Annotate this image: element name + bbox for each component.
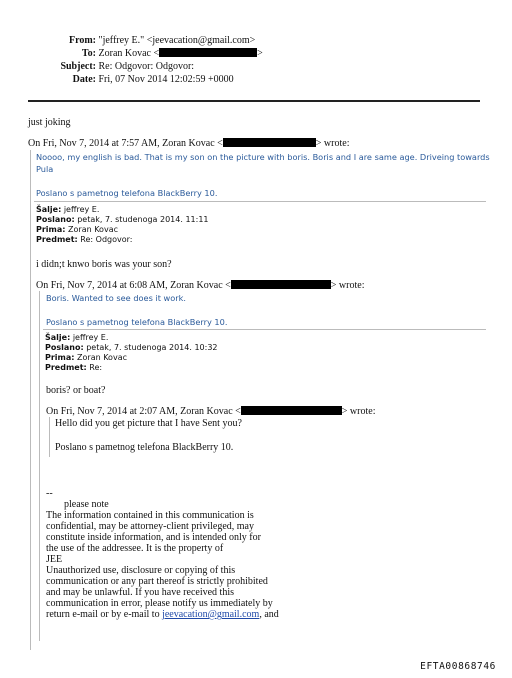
- header-from-row: [20, 34, 255, 47]
- reply3-text: boris? or boat?: [46, 385, 106, 396]
- redaction-box: [159, 48, 257, 57]
- disclaimer-line-8: and may be unlawful. If you have received this: [46, 587, 234, 598]
- meta1-from-value: jeffrey E.: [63, 205, 100, 214]
- reply3-quote-intro-text: On Fri, Nov 7, 2014 at 2:07 AM, Zoran Kovac <: [46, 406, 241, 417]
- reply1-quoted-line1: Noooo, my english is bad. That is my son on the picture with boris. Boris and I are same age. Driveing towards: [36, 152, 490, 162]
- reply2-quote-intro: [36, 279, 364, 292]
- header-date-row: [20, 73, 234, 86]
- header-to-label: To:: [81, 48, 96, 59]
- meta1-subject-row: [36, 235, 132, 245]
- header-divider: [28, 100, 480, 102]
- reply1-quote-intro-text: On Fri, Nov 7, 2014 at 7:57 AM, Zoran Kovac <: [28, 138, 223, 149]
- signature-dashes: --: [46, 488, 53, 499]
- meta2-sent-value: petak, 7. studenoga 2014. 10:32: [86, 343, 218, 352]
- meta1-to-label: Prima:: [36, 225, 66, 234]
- disclaimer-line-4: the use of the addressee. It is the property of: [46, 543, 224, 554]
- meta1-from-row: [36, 205, 99, 215]
- header-from-value: "jeffrey E." <jeevacation@gmail.com>: [98, 35, 256, 46]
- reply2-quoted-line1: Boris. Wanted to see does it work.: [46, 293, 186, 303]
- document-id: EFTA00868746: [420, 661, 496, 672]
- meta2-to-row: [45, 353, 127, 363]
- disclaimer-line-7: communication or any part thereof is strictly prohibited: [46, 576, 268, 587]
- quote-bar-level2: [39, 291, 40, 641]
- header-from-label: From:: [68, 35, 96, 46]
- reply1-quote-intro-end: > wrote:: [315, 138, 350, 149]
- meta2-from-value: jeffrey E.: [72, 333, 109, 342]
- reply2-quote-intro-end: > wrote:: [330, 280, 365, 291]
- disclaimer-line-6: Unauthorized use, disclosure or copying of this: [46, 565, 236, 576]
- reply1-signature: Poslano s pametnog telefona BlackBerry 10.: [36, 188, 218, 198]
- meta1-subject-label: Predmet:: [36, 235, 78, 244]
- redaction-box: [241, 406, 342, 415]
- meta2-to-label: Prima:: [45, 353, 75, 362]
- reply2-signature: Poslano s pametnog telefona BlackBerry 10.: [46, 317, 228, 327]
- meta1-to-row: [36, 225, 118, 235]
- meta1-sent-row: [36, 215, 209, 225]
- disclaimer-last-prefix: return e-mail or by e-mail to: [46, 609, 163, 620]
- disclaimer-line-0: please note: [64, 499, 109, 510]
- quote-bar-level1: [30, 150, 31, 650]
- header-subject-value: Re: Odgovor: Odgovor:: [98, 61, 195, 72]
- header-date-value: Fri, 07 Nov 2014 12:02:59 +0000: [98, 74, 234, 85]
- disclaimer-line-9: communication in error, please notify us immediately by: [46, 598, 273, 609]
- meta2-from-row: [45, 333, 108, 343]
- quote-bar-level3: [49, 417, 50, 457]
- meta2-subject-label: Predmet:: [45, 363, 87, 372]
- disclaimer-line-3: constitute inside information, and is intended only for: [46, 532, 261, 543]
- header-subject-row: [20, 60, 194, 73]
- meta2-from-label: Šalje:: [45, 333, 71, 342]
- meta2-subject-value: Re:: [89, 363, 103, 372]
- meta2-sent-label: Poslano:: [45, 343, 84, 352]
- header-date-label: Date:: [72, 74, 96, 85]
- reply1-quoted-line2: Pula: [36, 164, 54, 174]
- redaction-box: [223, 138, 316, 147]
- disclaimer-line-1: The information contained in this communication is: [46, 510, 254, 521]
- reply3-quoted-line2: Poslano s pametnog telefona BlackBerry 10.: [55, 442, 234, 453]
- reply3-quoted-line1: Hello did you get picture that I have Sent you?: [55, 418, 242, 429]
- reply1-text: just joking: [28, 117, 71, 128]
- disclaimer-line-2: confidential, may be attorney-client privileged, may: [46, 521, 254, 532]
- meta1-sent-label: Poslano:: [36, 215, 75, 224]
- reply2-quote-intro-text: On Fri, Nov 7, 2014 at 6:08 AM, Zoran Kovac <: [36, 280, 231, 291]
- reply1-quote-intro: [28, 137, 349, 150]
- meta1-divider: [34, 201, 486, 202]
- header-to-value: Zoran Kovac <: [98, 48, 160, 59]
- header-to-close: >: [257, 48, 263, 59]
- meta1-subject-value: Re: Odgovor:: [80, 235, 133, 244]
- meta2-divider: [43, 329, 486, 330]
- disclaimer-last-suffix: , and: [259, 609, 279, 620]
- disclaimer-last-line: [46, 608, 279, 621]
- reply2-text: i didn;t knwo boris was your son?: [36, 259, 172, 270]
- header-to-row: [20, 47, 263, 60]
- redaction-box: [231, 280, 331, 289]
- header-subject-label: Subject:: [60, 61, 96, 72]
- meta2-sent-row: [45, 343, 218, 353]
- meta2-to-value: Zoran Kovac: [77, 353, 127, 362]
- meta2-subject-row: [45, 363, 102, 373]
- email-link[interactable]: jeevacation@gmail.com: [162, 609, 260, 620]
- meta1-from-label: Šalje:: [36, 205, 62, 214]
- meta1-sent-value: petak, 7. studenoga 2014. 11:11: [77, 215, 209, 224]
- meta1-to-value: Zoran Kovac: [68, 225, 118, 234]
- disclaimer-line-5: JEE: [46, 554, 63, 565]
- reply3-quote-intro-end: > wrote:: [341, 406, 376, 417]
